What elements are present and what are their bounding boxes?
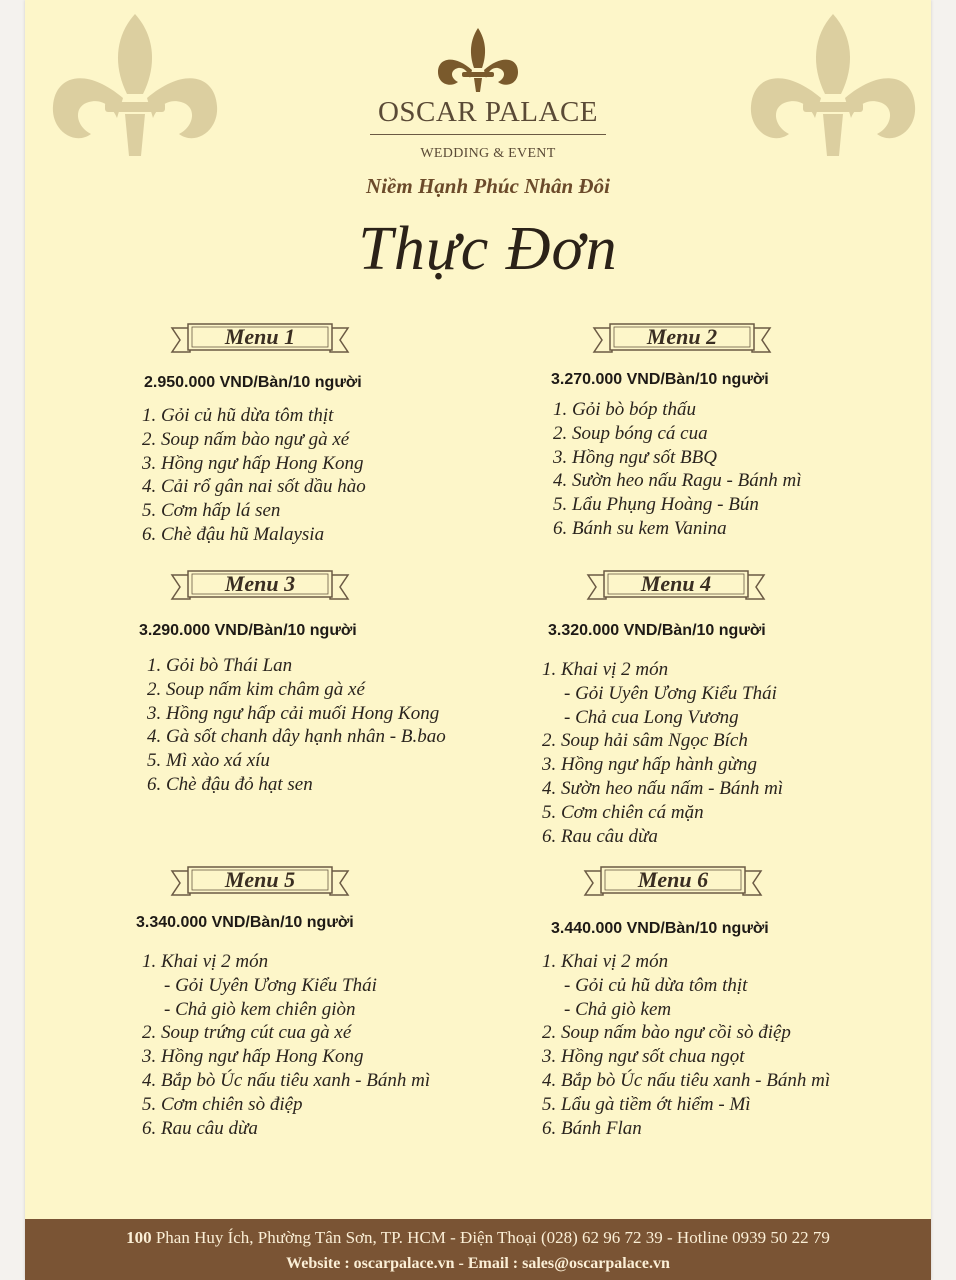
list-item: 1. Khai vị 2 món [542, 659, 669, 680]
footer [25, 1219, 931, 1280]
menu-5-items [142, 950, 430, 1140]
list-item: - Chả giò kem chiên giòn [164, 998, 356, 1020]
menu-1-price: 2.950.000 VND/Bàn/10 người [144, 374, 362, 391]
list-item: 6. Chè đậu hũ Malaysia [142, 523, 325, 545]
fleur-de-lis-icon [414, 26, 542, 94]
list-item: 3. Hồng ngư sốt chua ngọt [542, 1046, 745, 1068]
list-item: 3. Hồng ngư hấp hành gừng [542, 754, 757, 776]
list-item: 4. Cải rổ gân nai sốt dầu hào [142, 476, 366, 498]
list-item: 1. Gỏi bò bóp thấu [553, 399, 697, 420]
menu-2-ribbon [592, 322, 772, 356]
list-item: 1. Gỏi củ hũ dừa tôm thịt [142, 405, 334, 426]
menu-4-ribbon [586, 569, 766, 603]
list-item: 6. Bánh Flan [542, 1117, 642, 1139]
list-item: 4. Sườn heo nấu nấm - Bánh mì [542, 777, 784, 799]
list-item: 6. Rau câu dừa [142, 1117, 258, 1139]
list-item: - Gỏi củ hũ dừa tôm thịt [564, 974, 748, 996]
fleur-de-lis-icon [45, 6, 225, 166]
menu-1-label: Menu 1 [224, 324, 296, 349]
list-item: 5. Mì xào xá xíu [147, 750, 270, 772]
list-item: 4. Gà sốt chanh dây hạnh nhân - B.bao [147, 726, 446, 748]
list-item: 5. Cơm hấp lá sen [142, 500, 281, 522]
menu-4-label: Menu 4 [640, 571, 712, 596]
list-item: 1. Khai vị 2 món [142, 951, 269, 972]
address-number: 100 [126, 1228, 152, 1247]
menu-5-ribbon [170, 865, 350, 899]
list-item: - Chả cua Long Vương [564, 706, 739, 728]
brand-divider [370, 134, 606, 135]
brand-name: OSCAR PALACE [377, 96, 599, 128]
menu-4-items [542, 658, 783, 848]
menu-3-ribbon [170, 569, 350, 603]
menu-5-price: 3.340.000 VND/Bàn/10 người [136, 914, 354, 931]
list-item: 5. Lẩu gà tiềm ớt hiểm - Mì [542, 1093, 751, 1115]
list-item: 4. Bắp bò Úc nấu tiêu xanh - Bánh mì [142, 1069, 431, 1091]
list-item: 3. Hồng ngư hấp Hong Kong [142, 452, 364, 474]
menu-6-ribbon [583, 865, 763, 899]
list-item: 2. Soup nấm bào ngư cồi sò điệp [542, 1022, 791, 1044]
footer-address [25, 1228, 931, 1248]
menu-3-price: 3.290.000 VND/Bàn/10 người [139, 622, 357, 639]
list-item: 2. Soup trứng cút cua gà xé [142, 1022, 352, 1044]
list-item: 3. Hồng ngư sốt BBQ [553, 446, 717, 468]
list-item: 5. Cơm chiên cá mặn [542, 801, 704, 823]
menu-6-price: 3.440.000 VND/Bàn/10 người [551, 920, 769, 937]
list-item: - Chả giò kem [564, 998, 672, 1020]
menu-6-items [542, 950, 830, 1140]
menu-2-label: Menu 2 [646, 324, 718, 349]
footer-web-email: Website : oscarpalace.vn - Email : sales@oscarpalace.vn [286, 1255, 670, 1272]
list-item: 5. Lẩu Phụng Hoàng - Bún [553, 494, 759, 516]
list-item: - Gỏi Uyên Ương Kiểu Thái [164, 974, 377, 996]
list-item: 2. Soup bóng cá cua [553, 422, 708, 444]
list-item: 1. Khai vị 2 món [542, 951, 669, 972]
list-item: 3. Hồng ngư hấp cải muối Hong Kong [147, 702, 440, 724]
menu-2-items [553, 398, 801, 541]
list-item: 4. Sườn heo nấu Ragu - Bánh mì [553, 470, 802, 492]
list-item: 4. Bắp bò Úc nấu tiêu xanh - Bánh mì [542, 1069, 831, 1091]
list-item: 2. Soup nấm kim châm gà xé [147, 678, 365, 700]
list-item: 1. Gỏi bò Thái Lan [147, 655, 293, 676]
menu-1-items [142, 404, 366, 547]
menu-6-label: Menu 6 [637, 867, 709, 892]
menu-1-ribbon [170, 322, 350, 356]
list-item: 5. Cơm chiên sò điệp [142, 1093, 303, 1115]
list-item: 3. Hồng ngư hấp Hong Kong [142, 1046, 364, 1068]
tagline: Niềm Hạnh Phúc Nhân Đôi [366, 174, 610, 198]
menu-3-label: Menu 3 [224, 571, 296, 596]
list-item: 6. Rau câu dừa [542, 825, 658, 847]
list-item: - Gỏi Uyên Ương Kiểu Thái [564, 682, 777, 704]
brand-subtitle: WEDDING & EVENT [420, 146, 556, 161]
list-item: 2. Soup hải sâm Ngọc Bích [542, 730, 748, 752]
list-item: 2. Soup nấm bào ngư gà xé [142, 428, 350, 450]
menu-3-items [147, 654, 446, 797]
list-item: 6. Bánh su kem Vanina [553, 517, 727, 539]
list-item: 6. Chè đậu đỏ hạt sen [147, 773, 313, 795]
address-details: Phan Huy Ích, Phường Tân Sơn, TP. HCM - Điện Thoại (028) 62 96 72 39 - Hotline 0939 50 22 79 [151, 1228, 830, 1247]
fleur-de-lis-icon [743, 6, 923, 166]
menu-2-price: 3.270.000 VND/Bàn/10 người [551, 371, 769, 388]
page-title: Thực Đơn [358, 215, 618, 283]
menu-5-label: Menu 5 [224, 867, 296, 892]
menu-4-price: 3.320.000 VND/Bàn/10 người [548, 622, 766, 639]
